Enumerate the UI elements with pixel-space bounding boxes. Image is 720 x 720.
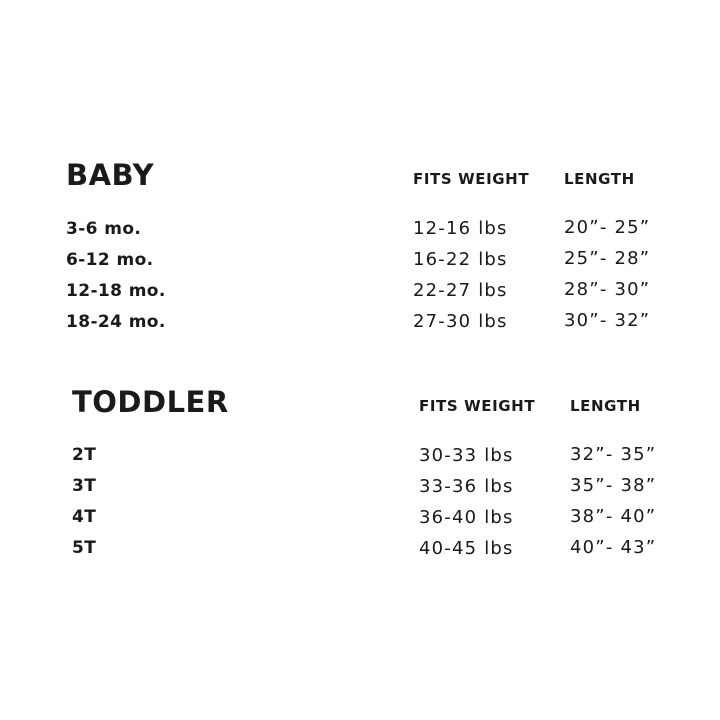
weight-value: 33-36 lbs <box>419 476 514 497</box>
toddler-weight-column-header: FITS WEIGHT <box>419 397 536 415</box>
size-label: 4T <box>72 507 97 527</box>
weight-value: 12-16 lbs <box>413 218 508 239</box>
baby-length-column-header: LENGTH <box>564 170 635 188</box>
length-value: 30”- 32” <box>564 310 651 331</box>
baby-weight-column-header: FITS WEIGHT <box>413 170 530 188</box>
length-value: 32”- 35” <box>570 444 657 465</box>
size-label: 12-18 mo. <box>66 281 166 301</box>
size-label: 6-12 mo. <box>66 250 154 270</box>
size-label: 5T <box>72 538 97 558</box>
length-value: 35”- 38” <box>570 475 657 496</box>
length-value: 28”- 30” <box>564 279 651 300</box>
size-label: 18-24 mo. <box>66 312 166 332</box>
weight-value: 40-45 lbs <box>419 538 514 559</box>
length-value: 40”- 43” <box>570 537 657 558</box>
baby-heading: BABY <box>66 158 155 192</box>
length-value: 25”- 28” <box>564 248 651 269</box>
size-label: 3T <box>72 476 97 496</box>
weight-value: 36-40 lbs <box>419 507 514 528</box>
toddler-heading: TODDLER <box>72 385 229 419</box>
size-label: 3-6 mo. <box>66 219 142 239</box>
length-value: 38”- 40” <box>570 506 657 527</box>
size-label: 2T <box>72 445 97 465</box>
weight-value: 22-27 lbs <box>413 280 508 301</box>
weight-value: 30-33 lbs <box>419 445 514 466</box>
weight-value: 27-30 lbs <box>413 311 508 332</box>
toddler-length-column-header: LENGTH <box>570 397 641 415</box>
length-value: 20”- 25” <box>564 217 651 238</box>
weight-value: 16-22 lbs <box>413 249 508 270</box>
